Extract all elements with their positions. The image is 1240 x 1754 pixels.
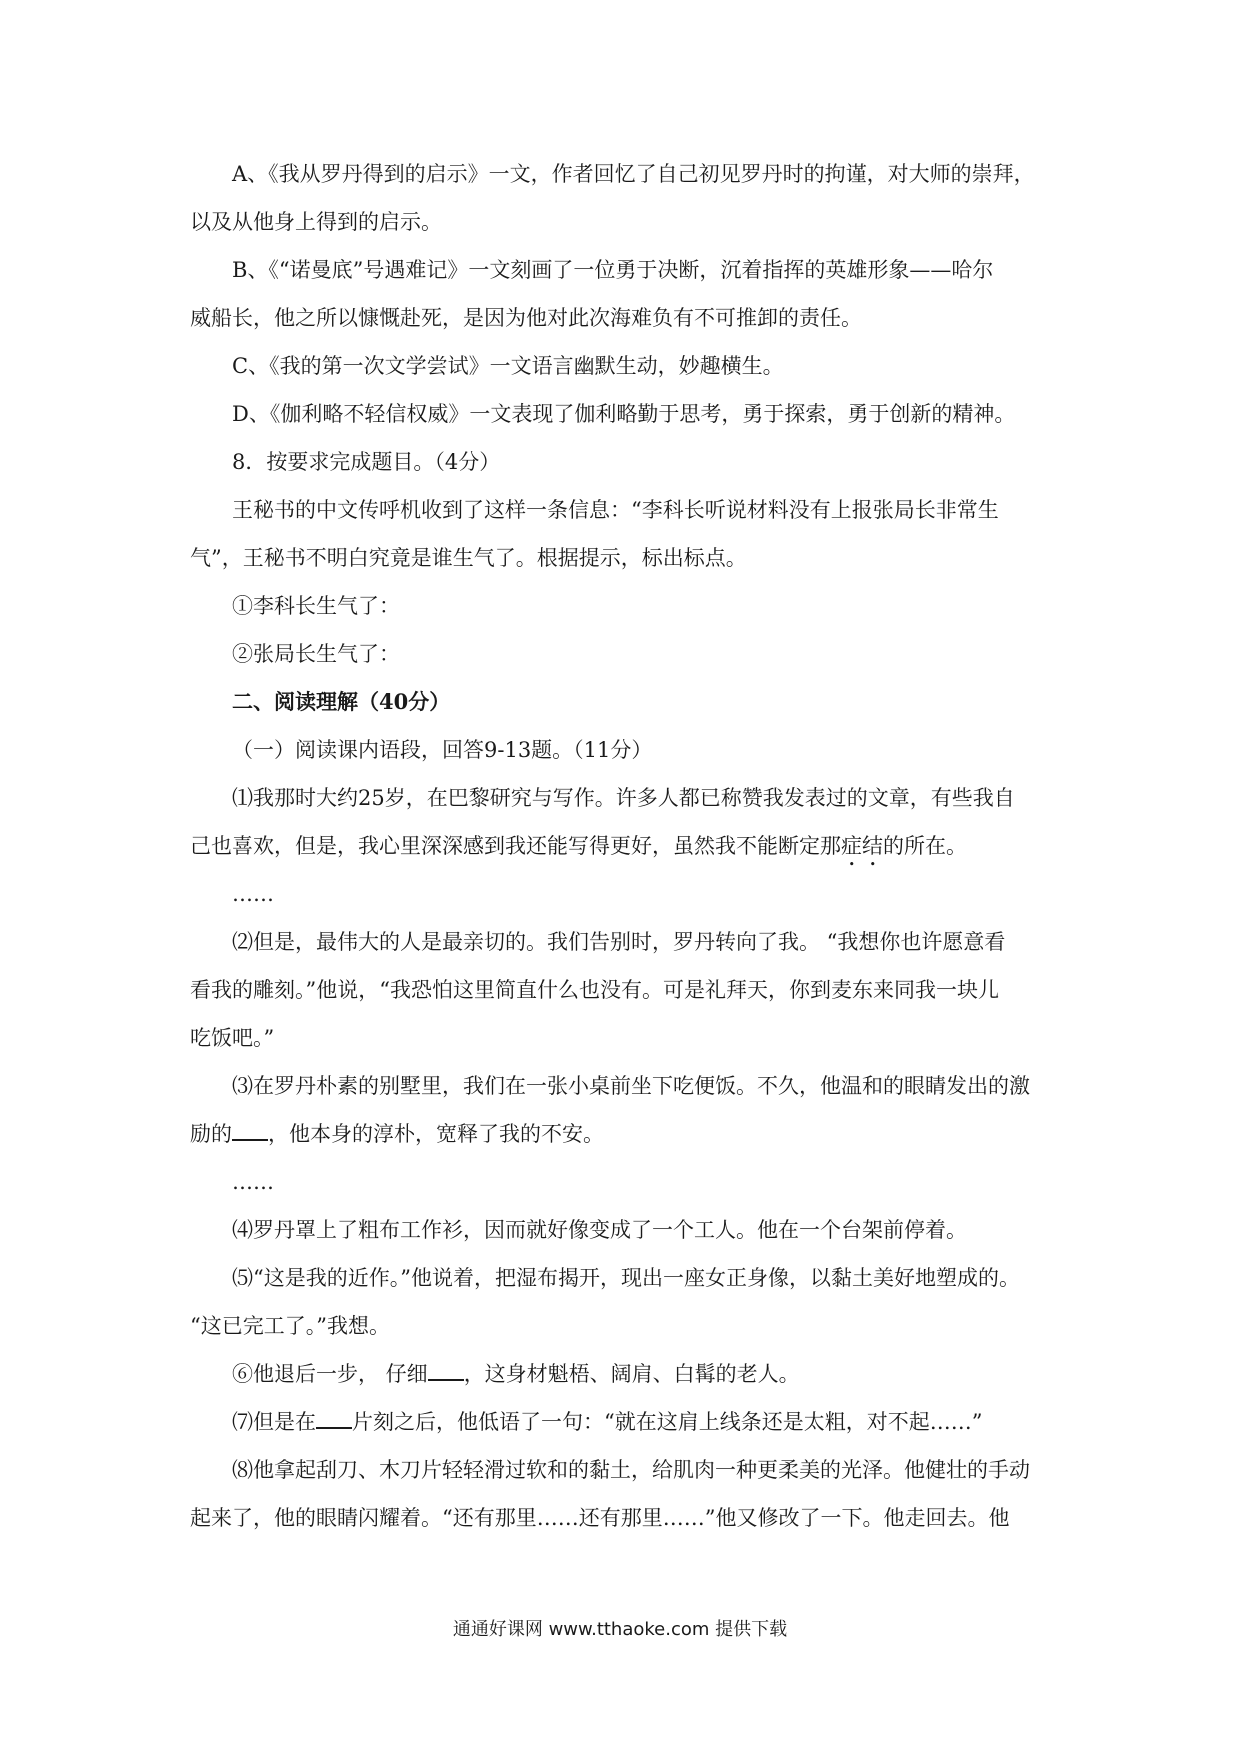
paragraph-8-line-2: 起来了，他的眼睛闪耀着。“还有那里……还有那里……”他又修改了一下。他走回去。他 [190,1506,1010,1530]
paragraph-7 [190,1398,1060,1446]
option-c-line-1: C、《我的第一次文学尝试》一文语言幽默生动，妙趣横生。 [232,354,784,378]
paragraph-2-line-2: 看我的雕刻。”他说，“我恐怕这里简直什么也没有。可是礼拜天，你到麦东来同我一块儿 [190,978,999,1002]
option-b-line-1: B、《“诺曼底”号遇难记》一文刻画了一位勇于决断，沉着指挥的英雄形象——哈尔 [232,258,994,282]
paragraph-1-line-2-text-b: 的所在。 [883,834,967,858]
option-a-line-2: 以及从他身上得到的启示。 [190,210,442,234]
section-2-heading: 二、阅读理解（40分） [232,689,451,714]
paragraph-2-line-1: ⑵但是，最伟大的人是最亲切的。我们告别时，罗丹转向了我。 “我想你也许愿意看 [232,930,1006,954]
emphasized-word: 症结 [841,834,883,858]
subsection-1-heading: （一）阅读课内语段，回答9-13题。（11分） [232,738,653,762]
question-8-title: 8．按要求完成题目。（4分） [232,450,501,474]
paragraph-3-line-2-text-a: 励的 [190,1122,232,1146]
option-b-line-2: 威船长，他之所以慷慨赴死，是因为他对此次海难负有不可推卸的责任。 [190,306,862,330]
document-body [190,150,1060,1542]
paragraph-5-line-1: ⑸“这是我的近作。”他说着，把湿布揭开，现出一座女正身像，以黏土美好地塑成的。 [232,1266,1020,1290]
paragraph-6 [190,1350,1060,1398]
option-d-line-1: D、《伽利略不轻信权威》一文表现了伽利略勤于思考，勇于探索，勇于创新的精神。 [232,402,1016,426]
paragraph-4: ⑷罗丹罩上了粗布工作衫，因而就好像变成了一个工人。他在一个台架前停着。 [232,1218,967,1242]
ellipsis-1: …… [232,882,274,906]
question-8-option-2: ②张局长生气了： [232,642,400,666]
ellipsis-2: …… [232,1170,274,1194]
question-8-text-1: 王秘书的中文传呼机收到了这样一条信息：“李科长听说材料没有上报张局长非常生 [232,498,999,522]
paragraph-8-line-1: ⑻他拿起刮刀、木刀片轻轻滑过软和的黏土，给肌肉一种更柔美的光泽。他健壮的手动 [232,1458,1030,1482]
paragraph-2-line-3: 吃饭吧。” [190,1026,275,1050]
question-8-text-2: 气”，王秘书不明白究竟是谁生气了。根据提示，标出标点。 [190,546,747,570]
question-8-option-1: ①李科长生气了： [232,594,400,618]
paragraph-6-text-b: ，这身材魁梧、阔肩、白髯的老人。 [463,1362,800,1386]
fill-in-blank-1 [232,1117,268,1141]
paragraph-7-text-a: ⑺但是在 [232,1410,316,1434]
paragraph-3-line-1: ⑶在罗丹朴素的别墅里，我们在一张小桌前坐下吃便饭。不久，他温和的眼睛发出的激 [232,1074,1030,1098]
page-footer: 通通好课网 www.tthaoke.com 提供下载 [452,1619,788,1640]
paragraph-1-line-2 [190,822,1060,870]
paragraph-3-line-2-text-b: ，他本身的淳朴，宽释了我的不安。 [268,1122,604,1146]
fill-in-blank-3 [316,1405,352,1429]
option-a-line-1: A、《我从罗丹得到的启示》一文，作者回忆了自己初见罗丹时的拘谨，对大师的崇拜， [232,162,1035,186]
paragraph-7-text-b: 片刻之后，他低语了一句：“就在这肩上线条还是太粗，对不起……” [352,1410,983,1434]
paragraph-5-line-2: “这已完工了。”我想。 [190,1314,390,1338]
paragraph-1-line-1: ⑴我那时大约25岁，在巴黎研究与写作。许多人都已称赞我发表过的文章，有些我自 [232,786,1015,810]
fill-in-blank-2 [428,1357,464,1381]
paragraph-1-line-2-text-a: 己也喜欢，但是，我心里深深感到我还能写得更好，虽然我不能断定那 [190,834,841,858]
paragraph-6-text-a: ⑥他退后一步， 仔细 [232,1362,428,1386]
paragraph-3-line-2 [190,1110,1060,1158]
